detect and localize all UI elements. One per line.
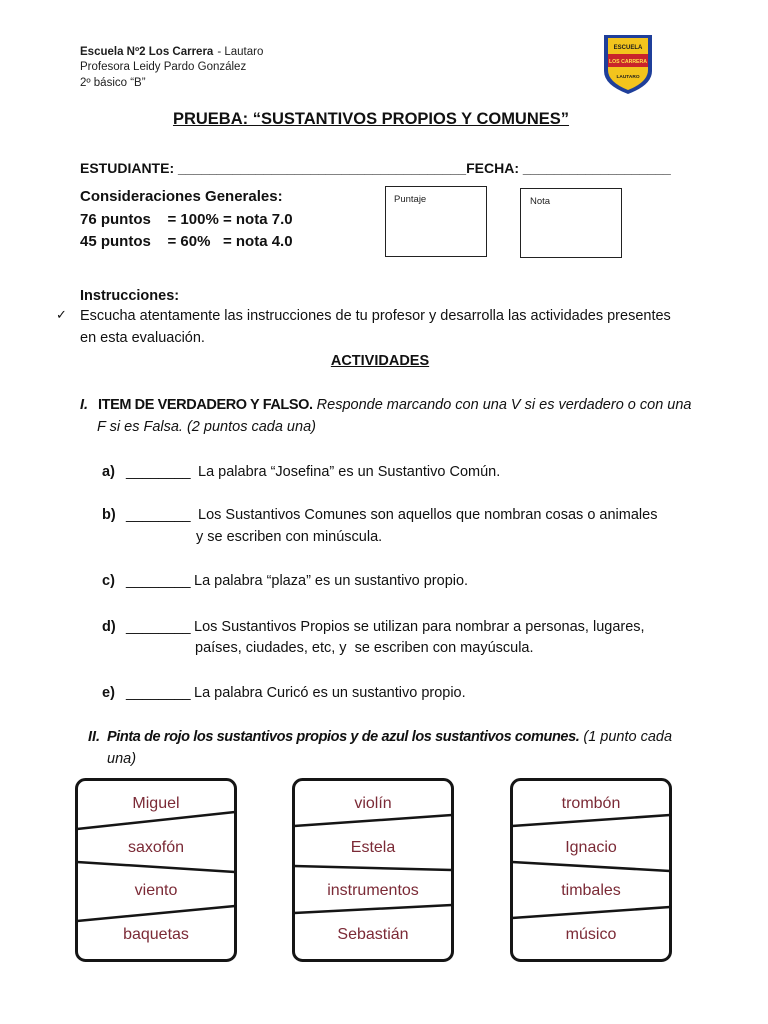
score-box-nota <box>520 188 622 258</box>
grade-label: 2º básico “B” <box>80 77 146 89</box>
item-statement: La palabra “Josefina” es un Sustantivo Común. <box>198 464 501 480</box>
student-date-line <box>80 159 671 177</box>
item-letter: e) <box>102 685 115 701</box>
student-name-blank: _____________________________________ <box>178 160 467 176</box>
word-label: instrumentos <box>327 882 419 899</box>
word-label: Sebastián <box>337 926 409 943</box>
word-divider-line <box>77 906 235 921</box>
answer-blank: ________ <box>126 507 191 523</box>
answer-blank: ________ <box>126 685 191 701</box>
word-label: trombón <box>561 795 621 812</box>
word-divider-line <box>294 815 452 826</box>
section-instruction: Responde marcando con una V si es verdadero o con una <box>316 397 692 413</box>
section-1-heading <box>80 396 691 414</box>
student-label: ESTUDIANTE: <box>80 160 178 176</box>
date-blank: ___________________ <box>522 160 671 176</box>
section-numeral: I. <box>80 397 89 413</box>
word-divider-line <box>512 815 670 826</box>
word-label: viento <box>134 882 178 899</box>
item-statement-continuation: y se escriben con minúscula. <box>196 529 383 545</box>
section-2-heading <box>88 728 672 746</box>
answer-blank: ________ <box>126 464 191 480</box>
word-label: Ignacio <box>565 839 617 856</box>
item-b <box>102 506 657 524</box>
school-header-line <box>80 45 263 59</box>
instructions-text: en esta evaluación. <box>80 330 205 346</box>
page-title: PRUEBA: “SUSTANTIVOS PROPIOS Y COMUNES” <box>172 110 570 128</box>
item-statement: Los Sustantivos Propios se utilizan para nombrar a personas, lugares, <box>194 619 645 635</box>
grading-scale-line: 76 puntos = 100% = nota 7.0 <box>80 211 293 228</box>
considerations-heading: Consideraciones Generales: <box>80 188 283 205</box>
section-numeral: II. <box>88 729 101 745</box>
grading-scale-line: 45 puntos = 60% = nota 4.0 <box>80 233 293 250</box>
crest-bottom-text: LAUTARO <box>616 75 640 80</box>
school-location: - Lautaro <box>217 46 264 58</box>
item-c <box>102 572 468 590</box>
item-letter: a) <box>102 464 115 480</box>
item-statement: Los Sustantivos Comunes son aquellos que nombran cosas o animales <box>198 507 658 523</box>
item-statement-continuation: países, ciudades, etc, y se escriben con mayúscula. <box>195 640 534 656</box>
checkmark-icon: ✓ <box>56 308 67 323</box>
item-letter: b) <box>102 507 116 523</box>
answer-blank: ________ <box>126 573 191 589</box>
word-divider-line <box>294 866 452 870</box>
section-instruction-bold: Pinta de rojo los sustantivos propios y de azul los sustantivos comunes. <box>107 729 580 745</box>
teacher-name: Profesora Leidy Pardo González <box>80 61 247 73</box>
word-divider-line <box>512 862 670 871</box>
score-box-puntaje <box>385 186 487 257</box>
section-instruction: F si es Falsa. (2 puntos cada una) <box>97 419 316 435</box>
word-divider-line <box>512 907 670 918</box>
crest-top-text: ESCUELA <box>613 45 643 51</box>
item-statement: La palabra Curicó es un sustantivo propio. <box>194 685 466 701</box>
instructions-heading: Instrucciones: <box>80 288 180 304</box>
item-letter: d) <box>102 619 116 635</box>
word-divider-line <box>77 812 235 829</box>
instructions-text: Escucha atentamente las instrucciones de tu profesor y desarrolla las actividades presentes <box>80 308 671 324</box>
section-title: ITEM DE VERDADERO Y FALSO. <box>98 397 313 413</box>
date-label: FECHA: <box>466 160 523 176</box>
word-label: Miguel <box>132 795 180 812</box>
word-label: Estela <box>350 839 396 856</box>
item-e <box>102 684 466 702</box>
answer-blank: ________ <box>126 619 191 635</box>
word-label: violín <box>354 795 392 812</box>
word-label: músico <box>565 926 617 943</box>
word-divider-line <box>77 862 235 872</box>
word-label: baquetas <box>123 926 189 943</box>
word-box-1 <box>75 778 237 962</box>
section-points-note: una) <box>107 751 137 767</box>
word-box-2 <box>292 778 454 962</box>
school-crest-logo <box>603 33 653 95</box>
item-d <box>102 618 645 636</box>
item-statement: La palabra “plaza” es un sustantivo propio. <box>194 573 469 589</box>
item-letter: c) <box>102 573 115 589</box>
word-label: saxofón <box>127 839 185 856</box>
word-divider-line <box>294 905 452 913</box>
activities-heading: ACTIVIDADES <box>330 353 430 369</box>
word-label: timbales <box>561 882 621 899</box>
section-points-note: (1 punto cada <box>583 729 673 745</box>
school-name: Escuela Nº2 Los Carrera <box>80 46 214 58</box>
score-box-label: Nota <box>530 196 551 207</box>
score-box-label: Puntaje <box>394 194 427 205</box>
crest-band-text: LOS CARRERA <box>608 59 648 65</box>
word-box-3 <box>510 778 672 962</box>
item-a <box>102 463 500 481</box>
